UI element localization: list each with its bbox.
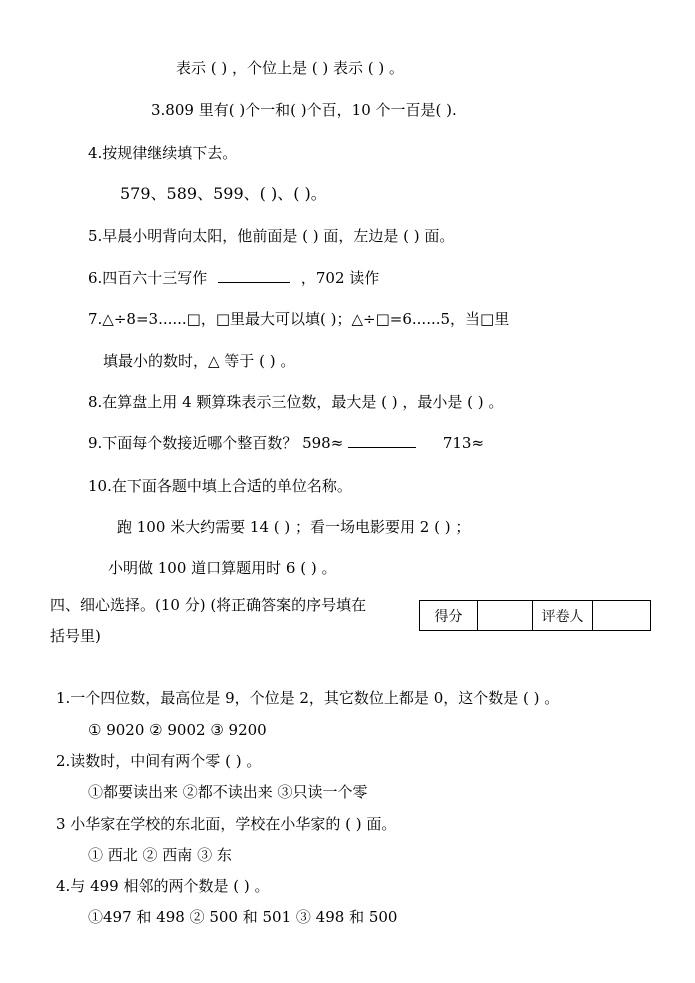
question-9-part-a: 9.下面每个数接近哪个整百数？ 598≈ bbox=[88, 434, 344, 452]
choice-question-3-options: ① 西北 ② 西南 ③ 东 bbox=[88, 846, 232, 864]
question-6-part-b: ，702 读作 bbox=[300, 269, 380, 287]
question-6 bbox=[88, 268, 379, 288]
question-7-line-2: 填最小的数时，△ 等于 ( ) 。 bbox=[103, 352, 296, 370]
choice-question-2-options: ①都要读出来 ②都不读出来 ③只读一个零 bbox=[88, 783, 368, 801]
choice-question-2: 2.读数时，中间有两个零 ( ) 。 bbox=[56, 752, 262, 770]
choice-question-3: 3 小华家在学校的东北面，学校在小华家的 ( ) 面。 bbox=[56, 815, 397, 833]
question-6-blank bbox=[218, 268, 290, 283]
question-9-blank bbox=[348, 433, 416, 448]
choice-question-4: 4.与 499 相邻的两个数是 ( ) 。 bbox=[56, 877, 270, 895]
question-9 bbox=[88, 433, 484, 453]
question-6-part-a: 6.四百六十三写作 bbox=[88, 269, 208, 287]
reviewer-value-cell[interactable] bbox=[593, 601, 650, 630]
score-table bbox=[419, 600, 651, 631]
question-10: 10.在下面各题中填上合适的单位名称。 bbox=[88, 477, 352, 495]
question-8: 8.在算盘上用 4 颗算珠表示三位数，最大是 ( ) ，最小是 ( ) 。 bbox=[88, 393, 504, 411]
question-5: 5.早晨小明背向太阳，他前面是 ( ) 面，左边是 ( ) 面。 bbox=[88, 227, 455, 245]
choice-question-1-options: ① 9020 ② 9002 ③ 9200 bbox=[88, 721, 267, 739]
reviewer-label-cell: 评卷人 bbox=[533, 601, 593, 630]
section-4-title-line-1: 四、细心选择。(10 分) (将正确答案的序号填在 bbox=[50, 596, 367, 614]
score-label-cell: 得分 bbox=[420, 601, 478, 630]
question-3: 3.809 里有( )个一和( )个百，10 个一百是( ). bbox=[151, 101, 457, 119]
question-4-sequence: 579、589、599、( )、( )。 bbox=[120, 184, 327, 203]
question-2-continuation: 表示 ( ) ，个位上是 ( ) 表示 ( ) 。 bbox=[176, 59, 405, 77]
question-10-line-b: 小明做 100 道口算题用时 6 ( ) 。 bbox=[108, 559, 337, 577]
section-4-title-line-2: 括号里) bbox=[50, 627, 101, 645]
score-value-cell[interactable] bbox=[478, 601, 533, 630]
question-10-line-a: 跑 100 米大约需要 14 ( ) ；看一场电影要用 2 ( ) ； bbox=[117, 518, 471, 536]
choice-question-1: 1.一个四位数，最高位是 9，个位是 2，其它数位上都是 0，这个数是 ( ) 。 bbox=[56, 689, 560, 707]
choice-question-4-options: ①497 和 498 ② 500 和 501 ③ 498 和 500 bbox=[88, 908, 398, 926]
question-7-line-1: 7.△÷8=3......□，□里最大可以填( )；△÷□=6......5，当□里 bbox=[88, 310, 510, 328]
question-9-part-b: 713≈ bbox=[442, 434, 485, 452]
question-4: 4.按规律继续填下去。 bbox=[88, 144, 238, 162]
